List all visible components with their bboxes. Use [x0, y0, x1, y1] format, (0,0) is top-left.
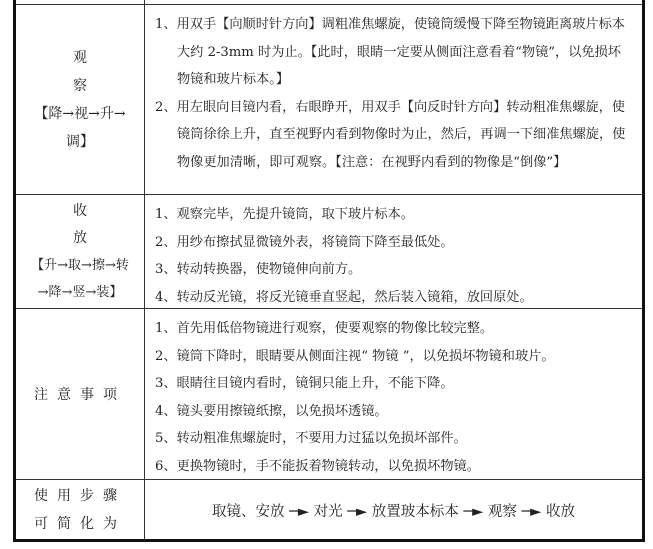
label-line-2: 可简化为	[34, 516, 126, 532]
list-item: 1、首先用低倍物镜进行观察，使要观察的物像比较完整。	[155, 321, 494, 336]
list-item: 2、镜筒下降时，眼睛要从侧面注视“ 物镜 ”，以免损坏物镜和玻片。	[155, 348, 555, 364]
label-store	[16, 195, 145, 309]
list-item: 4、镜头要用擦镜纸擦，以免损坏透镜。	[155, 403, 388, 419]
label-line-1: 使用步骤	[34, 488, 126, 504]
microscope-procedure-table	[13, 0, 645, 542]
label-sub-1: 【升→取→擦→转	[31, 258, 129, 273]
content-store	[145, 195, 642, 309]
label-sub-2: 调】	[66, 134, 94, 150]
row-notes	[16, 308, 642, 480]
row-summary	[16, 479, 642, 540]
label-sub-1: 【降→视→升→	[34, 106, 126, 122]
list-item: 1、用双手【向顺时针方向】调粗准焦螺旋，使镜筒缓慢下降至物镜距离玻片标本大约 2-3mm 时为止。【此时，眼睛一定要从侧面注意看着“物镜”，以免损坏物镜和玻片标本。】	[155, 17, 625, 87]
label-sub-2: →降→竖→装】	[37, 285, 123, 300]
content-observe	[145, 5, 642, 195]
list-item: 1、观察完毕，先提升镜筒，取下玻片标本。	[155, 207, 414, 222]
label-main: 注意事项	[34, 386, 126, 403]
list-item: 3、眼睛往目镜内看时，镜铜只能上升，不能下降。	[155, 376, 454, 391]
list-item: 5、转动粗准焦螺旋时，不要用力过猛以免损坏部件。	[155, 431, 467, 446]
row-observe	[16, 4, 642, 195]
label-main: 观察	[73, 50, 127, 94]
label-notes	[16, 309, 145, 480]
list-item: 4、转动反光镜，将反光镜垂直竖起，然后装入镜箱，放回原处。	[155, 289, 533, 305]
label-main: 收放	[73, 203, 127, 246]
label-summary	[16, 480, 145, 540]
content-notes	[145, 309, 642, 480]
list-item: 2、用左眼向目镜内看，右眼睁开，用双手【向反时针方向】转动粗准焦螺旋，使镜筒徐徐上升，直至视野内看到物像时为止，然后，再调一下细准焦螺旋，使物像更加清晰，即可观察。【注意：在视野内看到的物像是“倒像”】	[155, 99, 626, 170]
list-item: 3、转动转换器，使物镜伸向前方。	[155, 262, 362, 277]
row-store	[16, 194, 642, 309]
list-item: 2、用纱布擦拭显微镜外表，将镜筒下降至最低处。	[155, 234, 454, 250]
list-item: 6、更换物镜时，手不能扳着物镜转动，以免损坏物镜。	[155, 458, 480, 474]
summary-flow	[145, 480, 642, 540]
flow-text: 取镜、安放 ─► 对光 ─► 放置玻本标本 ─► 观察 ─► 收放	[212, 503, 575, 520]
label-observe	[16, 5, 145, 195]
